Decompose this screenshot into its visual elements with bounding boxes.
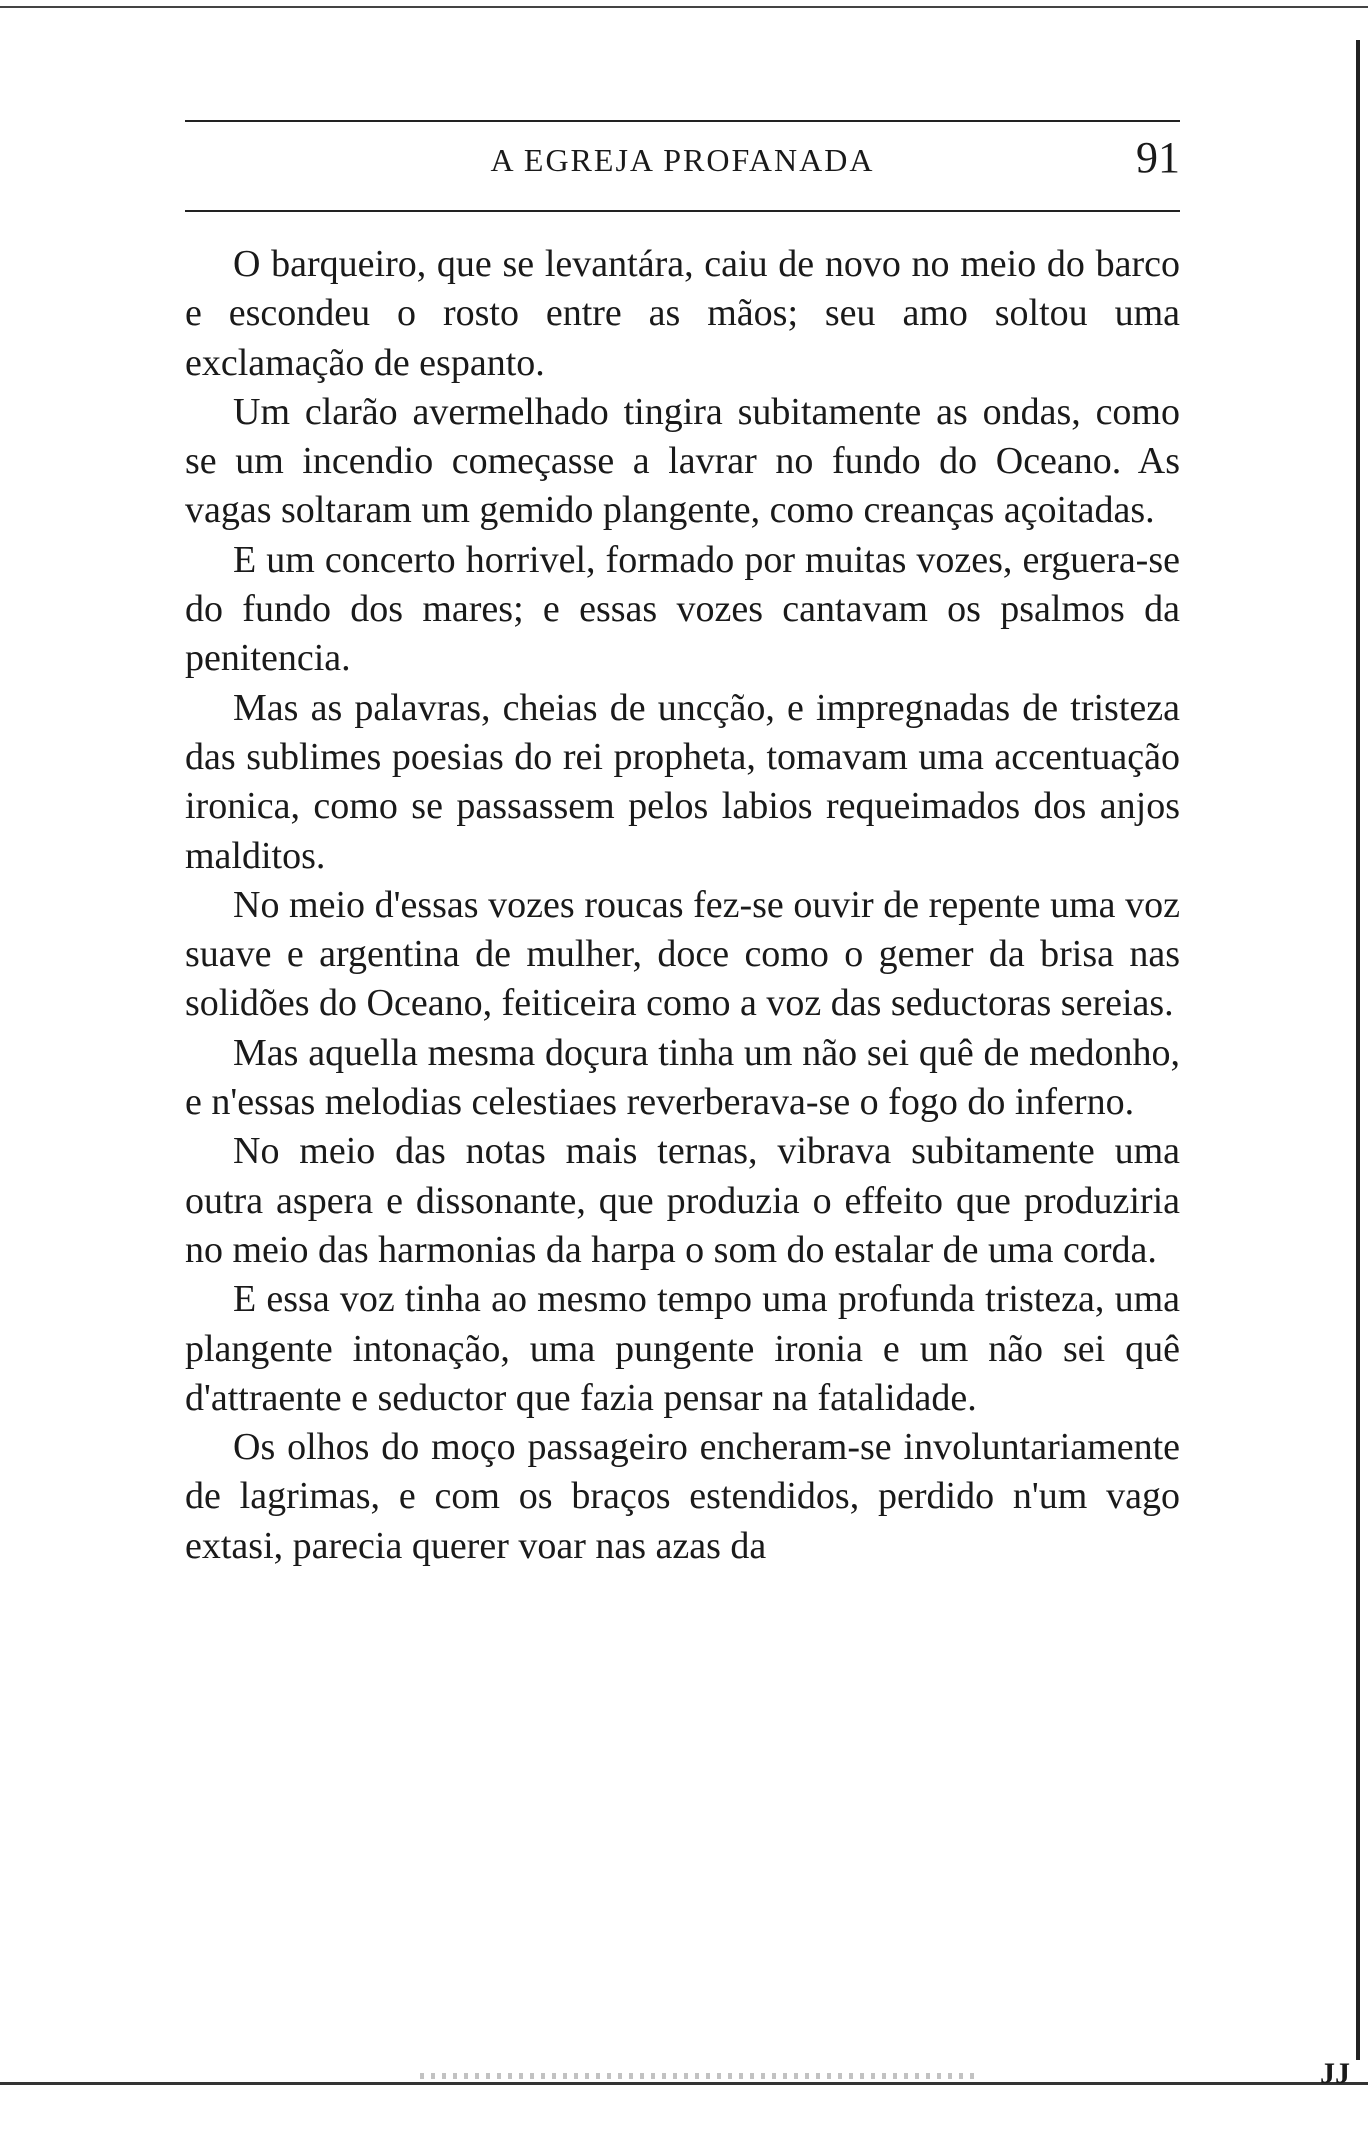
page-bottom-edge xyxy=(0,2082,1368,2085)
header-rule-bottom xyxy=(185,210,1180,212)
paragraph: E essa voz tinha ao mesmo tempo uma profunda tristeza, uma plangente intonação, uma pungente ironia e um não sei quê d'attraente e seductor que fazia pensar na fatalidade. xyxy=(185,1278,1180,1419)
paragraph: E um concerto horrivel, formado por muitas vozes, erguera-se do fundo dos mares; e essas vozes cantavam os psalmos da penitencia. xyxy=(185,538,1180,680)
paragraph: Um clarão avermelhado tingira subitamente as ondas, como se um incendio começasse a lavrar no fundo do Oceano. As vagas soltaram um gemido plangente, como creanças açoitadas. xyxy=(185,390,1180,532)
corner-mark: JJ xyxy=(1320,2057,1350,2090)
paragraph: Mas as palavras, cheias de uncção, e impregnadas de tristeza das sublimes poesias do rei propheta, tomavam uma accentuação ironica, como se passassem pelos labios requeimados dos anjos malditos. xyxy=(185,686,1180,877)
paragraph: Os olhos do moço passageiro encheram-se involuntariamente de lagrimas, e com os braços estendidos, perdido n'um vago extasi, parecia querer voar nas azas da xyxy=(185,1426,1180,1567)
paragraph: Mas aquella mesma doçura tinha um não sei quê de medonho, e n'essas melodias celestiaes reverberava-se o fogo do inferno. xyxy=(185,1031,1180,1124)
page-top-edge xyxy=(0,6,1368,8)
running-title: A EGREJA PROFANADA xyxy=(490,142,875,178)
header-rule-top xyxy=(185,120,1180,122)
page-number: 91 xyxy=(1136,133,1180,182)
paragraph: O barqueiro, que se levantára, caiu de novo no meio do barco e escondeu o rosto entre as mãos; seu amo soltou uma exclamação de espanto. xyxy=(185,243,1180,384)
paragraph: No meio d'essas vozes roucas fez-se ouvir de repente uma voz suave e argentina de mulher, doce como o gemer da brisa nas solidões do Oceano, feiticeira como a voz das seductoras sereias. xyxy=(185,883,1180,1025)
paragraph: No meio das notas mais ternas, vibrava subitamente uma outra aspera e dissonante, que produzia o effeito que produziria no meio das harmonias da harpa o som do estalar de uma corda. xyxy=(185,1130,1180,1271)
scan-noise xyxy=(420,2073,980,2079)
page-right-edge xyxy=(1356,40,1360,2060)
body-text xyxy=(185,240,1180,1571)
